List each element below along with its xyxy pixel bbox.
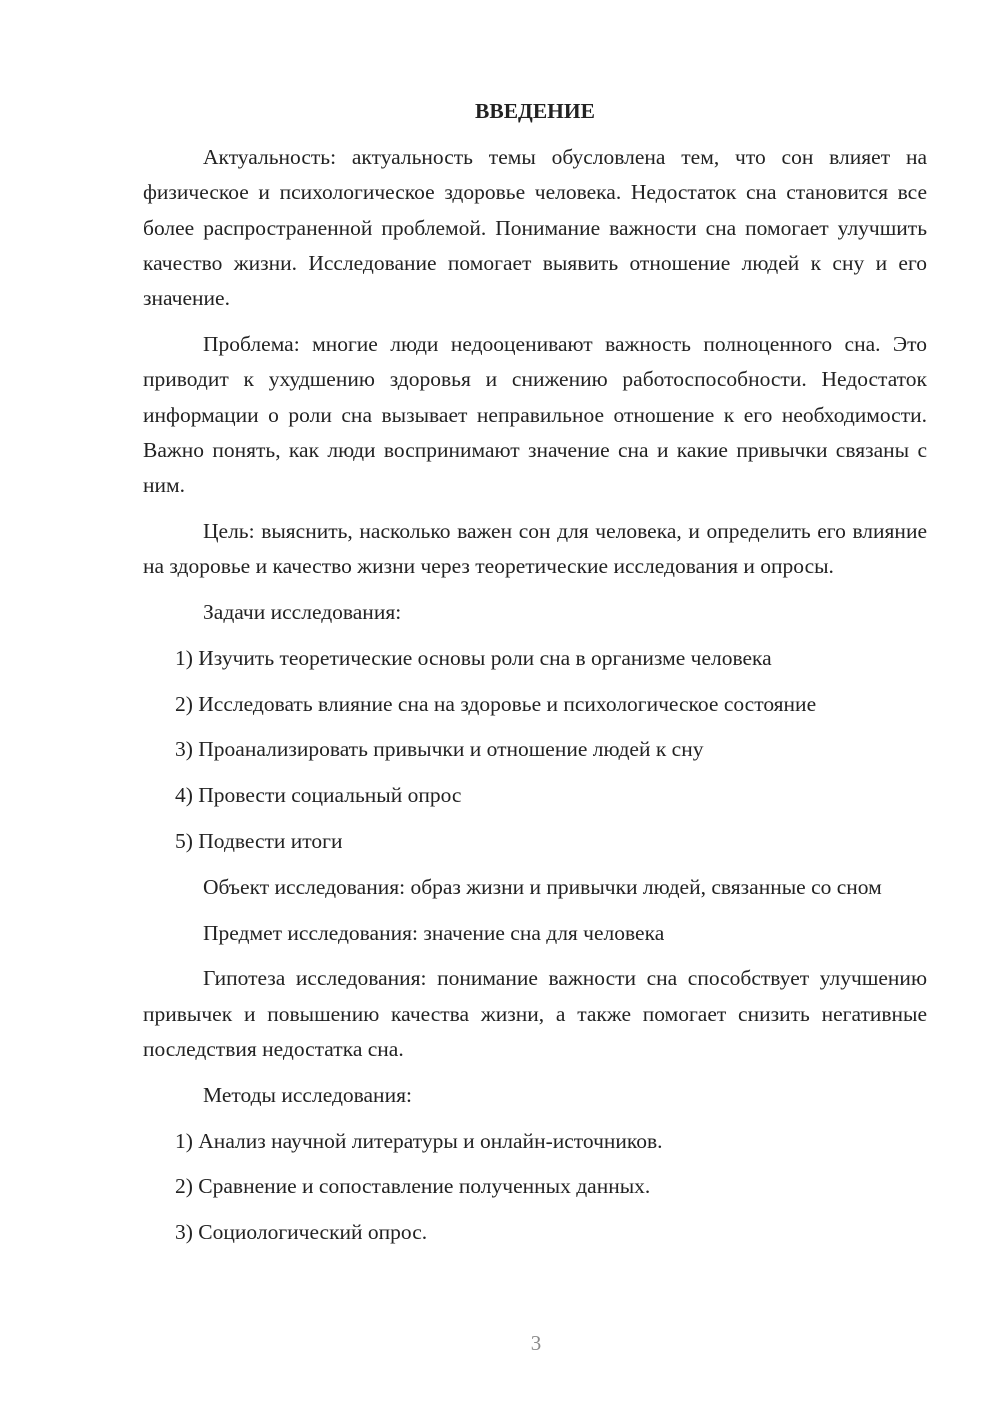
problem-paragraph: Проблема: многие люди недооценивают важность полноценного сна. Это приводит к ухудшению здоровья и снижению работоспособности. Недостаток информации о роли сна вызывает неправильное отношение к его необходимости. Важно понять, как люди воспринимают значение сна и какие привычки связаны с ним. xyxy=(143,331,927,498)
goal-paragraph: Цель: выяснить, насколько важен сон для человека, и определить его влияние на здоровье и качество жизни через теоретические исследования и опросы. xyxy=(143,518,927,579)
task-item: 2) Исследовать влияние сна на здоровье и психологическое состояние xyxy=(175,691,817,716)
object-paragraph: Объект исследования: образ жизни и привычки людей, связанные со сном xyxy=(203,874,882,899)
methods-list xyxy=(143,1124,927,1251)
tasks-list xyxy=(143,641,927,859)
page-content xyxy=(143,94,927,1261)
relevance-paragraph: Актуальность: актуальность темы обусловлена тем, что сон влияет на физическое и психологическое здоровье человека. Недостаток сна становится все более распространенной проблемой. Понимание важности сна помогает улучшить качество жизни. Исследование помогает выявить отношение людей к сну и его значение. xyxy=(143,145,927,311)
task-item: 3) Проанализировать привычки и отношение людей к сну xyxy=(175,737,704,762)
method-item: 1) Анализ научной литературы и онлайн-источников. xyxy=(175,1128,663,1153)
task-item: 5) Подвести итоги xyxy=(175,829,343,854)
page-number: 3 xyxy=(530,1331,542,1355)
subject-paragraph: Предмет исследования: значение сна для человека xyxy=(203,920,665,945)
tasks-heading: Задачи исследования: xyxy=(203,600,402,625)
method-item: 2) Сравнение и сопоставление полученных данных. xyxy=(175,1174,651,1199)
task-item: 1) Изучить теоретические основы роли сна в организме человека xyxy=(175,645,772,670)
hypothesis-paragraph: Гипотеза исследования: понимание важности сна способствует улучшению привычек и повышению качества жизни, а также помогает снизить негативные последствия недостатка сна. xyxy=(143,966,927,1062)
task-item: 4) Провести социальный опрос xyxy=(175,783,462,808)
section-title: ВВЕДЕНИЕ xyxy=(475,99,595,123)
methods-heading: Методы исследования: xyxy=(203,1082,412,1107)
method-item: 3) Социологический опрос. xyxy=(175,1220,428,1245)
